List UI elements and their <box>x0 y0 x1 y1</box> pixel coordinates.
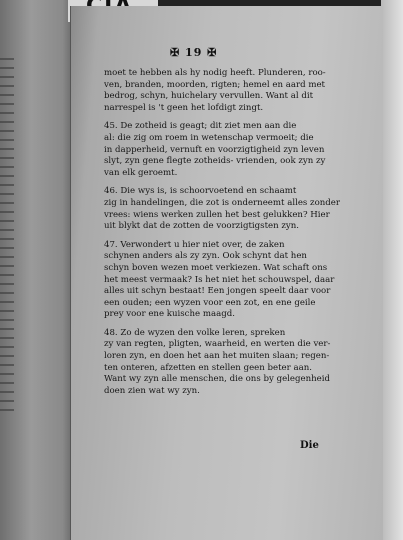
text-line: zy van regten, pligten, waarheid, en werten die ver- <box>104 339 331 350</box>
text-line: 47. Verwondert u hier niet over, de zaken <box>104 239 285 250</box>
paragraph <box>104 186 340 232</box>
text-line: van elk geroemt. <box>104 167 178 178</box>
text-line: schyn boven wezen moet verkiezen. Wat schaft ons <box>104 262 328 273</box>
left-page-text-edge <box>0 58 14 418</box>
text-line: schynen anders als zy zyn. Ook schynt dat hen <box>104 251 307 262</box>
paragraph <box>104 121 326 179</box>
catchword: Die <box>300 440 319 451</box>
page-body <box>104 68 340 404</box>
page-number: ✠ 19 ✠ <box>170 46 218 59</box>
left-page <box>0 0 78 540</box>
text-line: Want wy zyn alle menschen, die ons by gelegenheid <box>104 374 330 385</box>
text-line: alles uit schyn bestaat! Een jongen speelt daar voor <box>104 286 331 297</box>
text-line: prey voor ene kuische maagd. <box>104 309 235 320</box>
right-page-edge <box>381 0 403 540</box>
text-line: narrespel is 't geen het lofdigt zingt. <box>104 102 264 113</box>
text-line: al: die zig om roem in wetenschap vermoeit; die <box>104 132 314 143</box>
paragraph <box>104 327 331 398</box>
text-line: zig in handelingen, die zot is onderneemt alles zonder <box>104 197 340 208</box>
text-line: vrees: wiens werken zullen het best gelukken? Hier <box>104 209 330 220</box>
text-line: ven, branden, moorden, rigten; hemel en aard met <box>104 79 326 90</box>
text-line: bedrog, schyn, huichelary vervullen. Want al dit <box>104 91 314 102</box>
text-line: ten onteren, afzetten en stellen geen beter aan. <box>104 362 312 373</box>
text-line: moet te hebben als hy nodig heeft. Plunderen, roo- <box>104 68 326 78</box>
text-line: doen zien wat wy zyn. <box>104 385 200 396</box>
text-line: loren zyn, en doen het aan het muiten slaan; regen- <box>104 351 330 362</box>
text-line: 48. Zo de wyzen den volke leren, spreken <box>104 327 286 338</box>
text-line: het meest vermaak? Is het niet het schouwspel, daar <box>104 274 335 285</box>
paragraph <box>104 68 326 114</box>
text-line: een ouden; een wyzen voor een zot, en ene geile <box>104 297 316 308</box>
text-line: 45. De zotheid is geagt; dit ziet men aan die <box>104 121 297 132</box>
text-line: 46. Die wys is, is schoorvoetend en schaamt <box>104 186 297 197</box>
text-line: slyt, zyn gene flegte zotheids- vrienden, ook zyn zy <box>104 156 326 167</box>
paragraph <box>104 239 335 321</box>
text-line: in dapperheid, vernuft en voorzigtigheid zyn leven <box>104 144 325 155</box>
text-line: uit blykt dat de zotten de voorzigtigsten zyn. <box>104 221 300 232</box>
